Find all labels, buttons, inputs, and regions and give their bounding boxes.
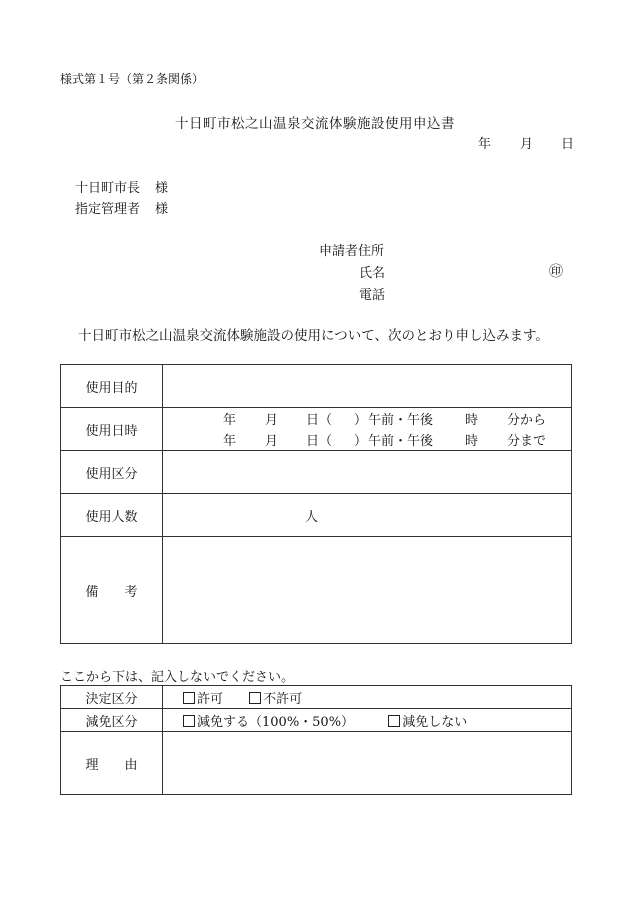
exemption-label: 減免区分 xyxy=(61,709,163,732)
from-ampm: 午前・午後 xyxy=(368,413,434,428)
from-day: 日（ xyxy=(306,413,333,428)
to-minute: 分まで xyxy=(507,434,547,449)
people-label: 使用人数 xyxy=(61,494,163,537)
datetime-row xyxy=(61,408,572,451)
reason-label: 理 由 xyxy=(61,732,163,795)
to-ampm: 午前・午後 xyxy=(368,434,434,449)
decision-options xyxy=(163,686,572,709)
date-day-label: 日 xyxy=(561,137,575,152)
applicant-phone-label: 電話 xyxy=(359,288,386,303)
applicant-name-label: 氏名 xyxy=(359,266,386,281)
purpose-row xyxy=(61,365,572,408)
category-field[interactable] xyxy=(163,451,572,494)
reason-field[interactable] xyxy=(163,732,572,795)
checkbox-icon xyxy=(183,715,195,727)
from-hour: 時 xyxy=(465,413,479,428)
permit-label: 許可 xyxy=(197,691,224,707)
decision-row xyxy=(61,686,572,709)
date-year-label: 年 xyxy=(478,137,492,152)
addressee-manager-honorific: 様 xyxy=(155,202,169,217)
to-day: 日（ xyxy=(306,434,333,449)
purpose-label: 使用目的 xyxy=(61,365,163,408)
office-use-note: ここから下は、記入しないでください。 xyxy=(60,670,295,685)
checkbox-icon xyxy=(388,715,400,727)
datetime-field[interactable] xyxy=(163,408,572,451)
no-exempt-option[interactable] xyxy=(388,711,467,730)
datetime-to-line xyxy=(163,429,571,450)
exemption-row xyxy=(61,709,572,732)
to-year: 年 xyxy=(223,434,237,449)
deny-label: 不許可 xyxy=(263,691,303,707)
seal-mark: ㊞ xyxy=(549,264,563,280)
application-table xyxy=(60,364,572,644)
checkbox-icon xyxy=(183,692,195,704)
intro-sentence: 十日町市松之山温泉交流体験施設の使用について、次のとおり申し込みます。 xyxy=(78,328,549,344)
from-year: 年 xyxy=(223,413,237,428)
checkbox-icon xyxy=(249,692,261,704)
addressee-mayor-honorific: 様 xyxy=(155,181,169,196)
from-month: 月 xyxy=(265,413,279,428)
addressee-mayor: 十日町市長 xyxy=(75,181,141,196)
to-hour: 時 xyxy=(465,434,479,449)
reason-row xyxy=(61,732,572,795)
exempt-label: 減免する（100%・50%） xyxy=(197,714,355,730)
form-title: 十日町市松之山温泉交流体験施設使用申込書 xyxy=(175,116,455,132)
people-row xyxy=(61,494,572,537)
remarks-field[interactable] xyxy=(163,537,572,644)
decision-label: 決定区分 xyxy=(61,686,163,709)
to-weekday-close: ） xyxy=(354,434,368,449)
datetime-from-line xyxy=(163,408,571,429)
date-month-label: 月 xyxy=(520,137,534,152)
office-use-table xyxy=(60,685,572,795)
permit-option[interactable] xyxy=(183,688,223,707)
purpose-field[interactable] xyxy=(163,365,572,408)
exemption-options xyxy=(163,709,572,732)
to-month: 月 xyxy=(265,434,279,449)
datetime-label: 使用日時 xyxy=(61,408,163,451)
from-weekday-close: ） xyxy=(354,413,368,428)
people-field[interactable] xyxy=(163,494,572,537)
category-label: 使用区分 xyxy=(61,451,163,494)
exempt-option[interactable] xyxy=(183,711,354,730)
people-unit: 人 xyxy=(305,509,319,525)
no-exempt-label: 減免しない xyxy=(402,714,468,730)
deny-option[interactable] xyxy=(249,688,302,707)
from-minute: 分から xyxy=(507,413,547,428)
category-row xyxy=(61,451,572,494)
applicant-address-label: 申請者住所 xyxy=(319,244,385,259)
remarks-label: 備 考 xyxy=(61,537,163,644)
addressee-manager: 指定管理者 xyxy=(75,202,141,217)
form-number: 様式第１号（第２条関係） xyxy=(60,72,205,86)
remarks-row xyxy=(61,537,572,644)
